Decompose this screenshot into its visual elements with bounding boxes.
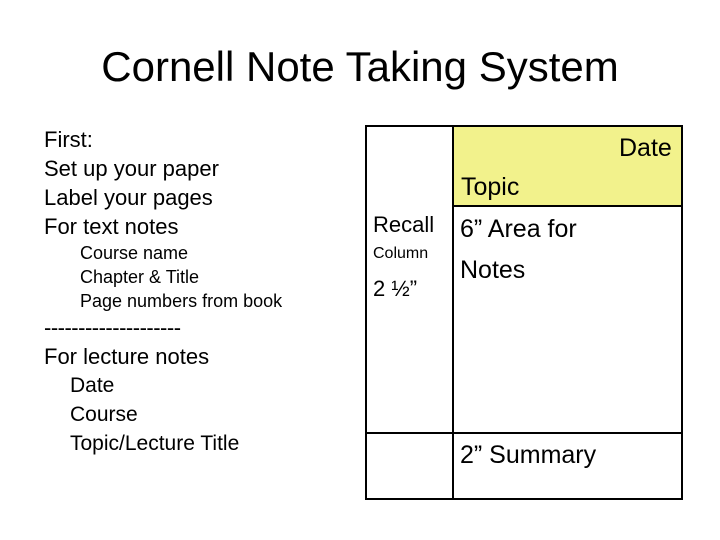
column-width-label: 2 ½” <box>373 276 418 301</box>
text-notes-item: Page numbers from book <box>80 291 283 311</box>
slide-title: Cornell Note Taking System <box>101 43 619 90</box>
summary-divider <box>365 432 683 434</box>
notes-area-label: 6” Area for <box>460 215 577 243</box>
lecture-notes-item: Date <box>70 374 115 397</box>
instruction-label-pages: Label your pages <box>44 185 213 210</box>
setup-instructions <box>44 125 282 458</box>
notes-label: Notes <box>460 256 526 284</box>
instruction-setup-paper: Set up your paper <box>44 156 219 181</box>
lecture-notes-item: Topic/Lecture Title <box>70 432 240 455</box>
topic-label: Topic <box>461 173 520 201</box>
dashed-separator: -------------------- <box>44 315 181 340</box>
text-notes-heading: For text notes <box>44 214 179 239</box>
lecture-notes-heading: For lecture notes <box>44 344 210 369</box>
date-label: Date <box>619 134 672 162</box>
column-label: Column <box>373 245 429 262</box>
text-notes-item: Course name <box>80 243 189 263</box>
recall-label: Recall <box>373 212 435 237</box>
recall-column-divider <box>452 125 454 500</box>
text-notes-item: Chapter & Title <box>80 267 200 287</box>
summary-label: 2” Summary <box>460 441 597 469</box>
instruction-first: First: <box>44 127 93 152</box>
lecture-notes-item: Course <box>70 403 138 426</box>
